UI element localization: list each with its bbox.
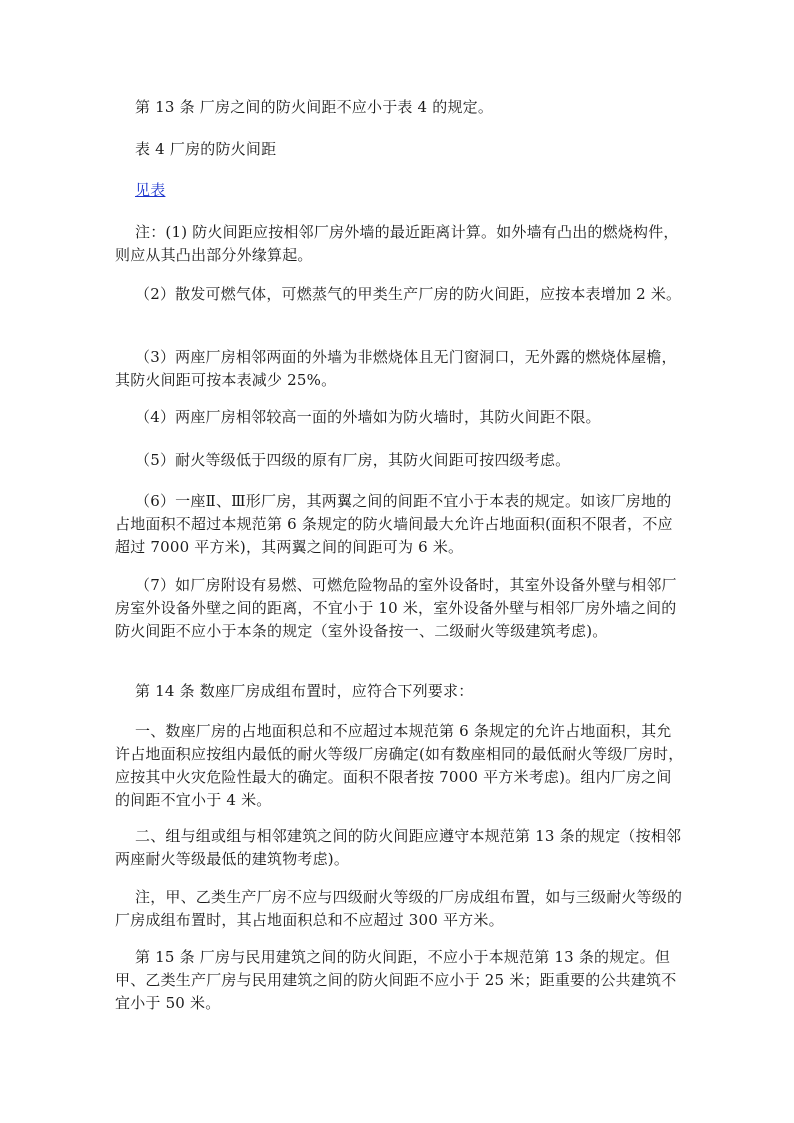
note-5: （5）耐火等级低于四级的原有厂房，其防火间距可按四级考虑。 xyxy=(135,451,571,469)
note-7: （7）如厂房附设有易燃、可燃危险物品的室外设备时，其室外设备外壁与相邻厂房室外设备外壁之间的距离，不宜小于 10 米，室外设备外壁与相邻厂房外墙之间的防火间距不应小于本条的规定（室外设备按一、二级耐火等级建筑考虑)。 xyxy=(115,576,677,640)
see-table-line xyxy=(115,179,685,202)
note-6: （6）一座Ⅱ、Ⅲ形厂房，其两翼之间的间距不宜小于本表的规定。如该厂房地的占地面积不超过本规范第 6 条规定的防火墙间最大允许占地面积(面积不限者，不应超过 7000 平方米)，其两翼之间的间距可为 6 米。 xyxy=(115,492,673,556)
see-table-link[interactable]: 见表 xyxy=(135,181,166,199)
note-3: （3）两座厂房相邻两面的外墙为非燃烧体且无门窗洞口，无外露的燃烧体屋檐，其防火间距可按本表减少 25%。 xyxy=(115,348,677,389)
note-2: （2）散发可燃气体，可燃蒸气的甲类生产厂房的防火间距，应按本表增加 2 米。 xyxy=(135,285,682,303)
article-14-item-1: 一、数座厂房的占地面积总和不应超过本规范第 6 条规定的允许占地面积，其允许占地面积应按组内最低的耐火等级厂房确定(如有数座相同的最低耐火等级厂房时，应按其中火灾危险性最大的确定。面积不限者按 7000 平方米考虑)。组内厂房之间的间距不宜小于 4 米。 xyxy=(115,722,684,809)
table-4-title: 表 4 厂房的防火间距 xyxy=(135,140,277,158)
article-14-item-2: 二、组与组或组与相邻建筑之间的防火间距应遵守本规范第 13 条的规定（按相邻两座耐火等级最低的建筑物考虑)。 xyxy=(115,827,682,868)
article-13: 第 13 条 厂房之间的防火间距不应小于表 4 的规定。 xyxy=(135,98,494,116)
article-14-note: 注，甲、乙类生产厂房不应与四级耐火等级的厂房成组布置，如与三级耐火等级的厂房成组布置时，其占地面积总和不应超过 300 平方米。 xyxy=(115,888,683,929)
article-14: 第 14 条 数座厂房成组布置时，应符合下列要求： xyxy=(135,682,474,700)
note-4: （4）两座厂房相邻较高一面的外墙如为防火墙时，其防火间距不限。 xyxy=(135,408,601,426)
article-15: 第 15 条 厂房与民用建筑之间的防火间距，不应小于本规范第 13 条的规定。但甲、乙类生产厂房与民用建筑之间的防火间距不应小于 25 米；距重要的公共建筑不宜小于 50 米。 xyxy=(115,948,677,1012)
note-1: 注：(1) 防火间距应按相邻厂房外墙的最近距离计算。如外墙有凸出的燃烧构件，则应从其凸出部分外缘算起。 xyxy=(115,223,679,264)
